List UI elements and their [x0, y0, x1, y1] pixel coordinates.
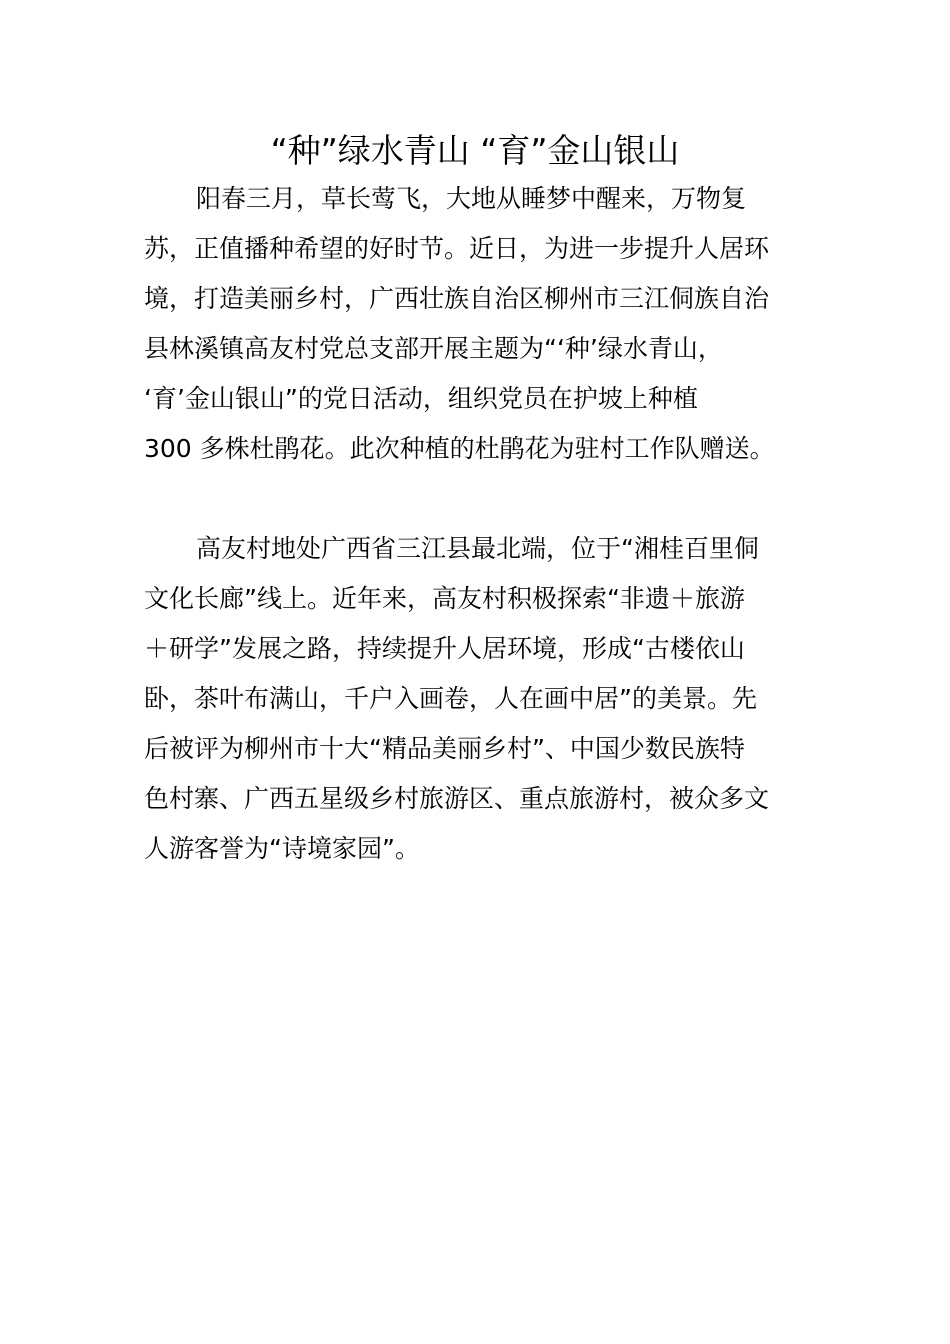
- paragraph-line: 境，打造美丽乡村，广西壮族自治区柳州市三江侗族自治: [144, 284, 770, 313]
- paragraph-line: 苏，正值播种希望的好时节。近日，为进一步提升人居环: [144, 234, 770, 263]
- document-title: “种”绿水青山 “育”金山银山: [270, 131, 680, 170]
- paragraph-line: 阳春三月，草长莺飞，大地从睡梦中醒来，万物复: [196, 184, 747, 213]
- paragraph-line: 人游客誉为“诗境家园”。: [144, 834, 420, 863]
- paragraph-1: [144, 174, 809, 474]
- paragraph-line: 后被评为柳州市十大“精品美丽乡村”、中国少数民族特: [144, 734, 745, 763]
- paragraph-line: 色村寨、广西五星级乡村旅游区、重点旅游村，被众多文: [144, 784, 770, 813]
- paragraph-line: 卧，茶叶布满山，千户入画卷，人在画中居”的美景。先: [144, 684, 757, 713]
- paragraph-line: 县林溪镇高友村党总支部开展主题为“‘种’绿水青山，: [144, 334, 723, 363]
- paragraph-line: ＋研学”发展之路，持续提升人居环境，形成“古楼依山: [144, 634, 745, 663]
- paragraph-line: 文化长廊”线上。近年来，高友村积极探索“非遗＋旅游: [144, 584, 745, 613]
- paragraph-line: ‘育’金山银山”的党日活动，组织党员在护坡上种植: [144, 384, 698, 413]
- paragraph-line: 高友村地处广西省三江县最北端，位于“湘桂百里侗: [196, 534, 759, 563]
- paragraph-line: 300 多株杜鹃花。此次种植的杜鹃花为驻村工作队赠送。: [144, 434, 775, 463]
- paragraph-2: [144, 524, 809, 874]
